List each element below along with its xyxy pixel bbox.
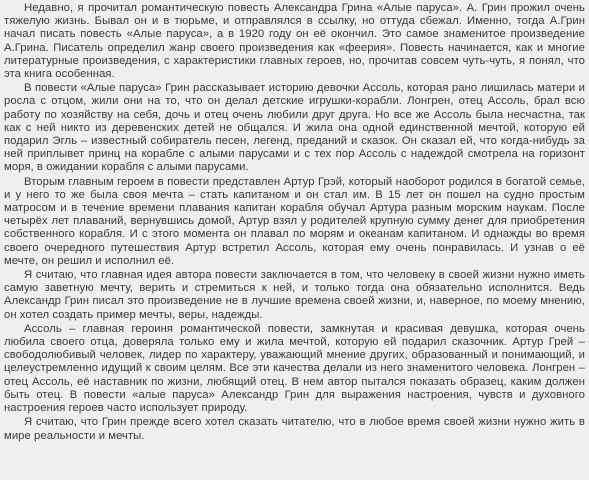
paragraph-intro: Недавно, я прочитал романтическую повесть Александра Грина «Алые паруса». А. Грин прожил очень тяжелую жизнь. Бывал он и в тюрьме, и отправлялся в ссылку, но оттуда сбежал. Именно, тогда А.Грин начал писать повесть «Алые паруса», а в 1920 году он её окончил. Это самое знаменитое произведение А.Грина. Писатель определил жанр своего произведения как «феерия». Повесть начинается, как и многие литературные произведения, с характеристики главных героев, но, прочитав совсем чуть-чуть, я понял, что эта книга особенная. xyxy=(4,2,585,81)
paragraph-assol-story: В повести «Алые паруса» Грин рассказывает историю девочки Ассоль, которая рано лишилась матери и росла с отцом, жили они на то, что он делал детские игрушки-корабли. Лонгрен, отец Ассоль, брал всю работу по хозяйству на себя, дочь и отец очень любили друг друга. Но все же Ассоль была несчастна, так как с ней никто из деревенских детей не общался. И жила она одной единственной мечтой, которую ей подарил Эгль – известный собиратель песен, легенд, преданий и сказок. Он сказал ей, что когда-нибудь за ней приплывет принц на корабле с алыми парусами и с тех пор Ассоль с надеждой смотрела на горизонт моря, в ожидании корабля с алыми парусами. xyxy=(4,82,585,174)
paragraph-arthur-grey: Вторым главным героем в повести представлен Артур Грэй, который наоборот родился в богатой семье, и у него то же была своя мечта – стать капитаном и он стал им. В 15 лет он пошел на судно простым матросом и в течение времени плавания капитан корабля обучал Артура разным морским наукам. После четырёх лет плаваний, вернувшись домой, Артур взял у родителей крупную сумму денег для приобретения собственного корабля. И с этого момента он плавал по морям и океанам капитаном. И однажды во время своего очередного путешествия Артур встретил Ассоль, которая ему очень понравилась. И узнав о её мечте, он решил и исполнил её. xyxy=(4,175,585,267)
paragraph-main-idea: Я считаю, что главная идея автора повести заключается в том, что человеку в своей жизни нужно иметь самую заветную мечту, верить и стремиться к ней, и только тогда она обязательно исполнится. Ведь Александр Грин писал это произведение не в лучшие времена своей жизни, и, наверное, по моему мнению, он хотел создать пример мечты, веры, надежды. xyxy=(4,269,585,321)
paragraph-conclusion: Я считаю, что Грин прежде всего хотел сказать читателю, что в любое время своей жизни нужно жить в мире реальности и мечты. xyxy=(4,416,585,442)
paragraph-characters: Ассоль – главная героиня романтической повести, замкнутая и красивая девушка, которая очень любила своего отца, доверяла только ему и жила мечтой, которую ей подарил сказочник. Артур Грей – свободолюбивый человек, лидер по характеру, уважающий мнение других, образованный и понимающий, и целеустремленно идущий к своим целям. Все эти качества делали из него знаменитого человека. Лонгрен – отец Ассоль, её наставник по жизни, любящий отец. В нем автор пытался показать образец, каким должен быть отец. В повести «алые паруса» Александр Грин для выражения настроения, чувств и духовного настроения героев часто использует природу. xyxy=(4,322,585,415)
